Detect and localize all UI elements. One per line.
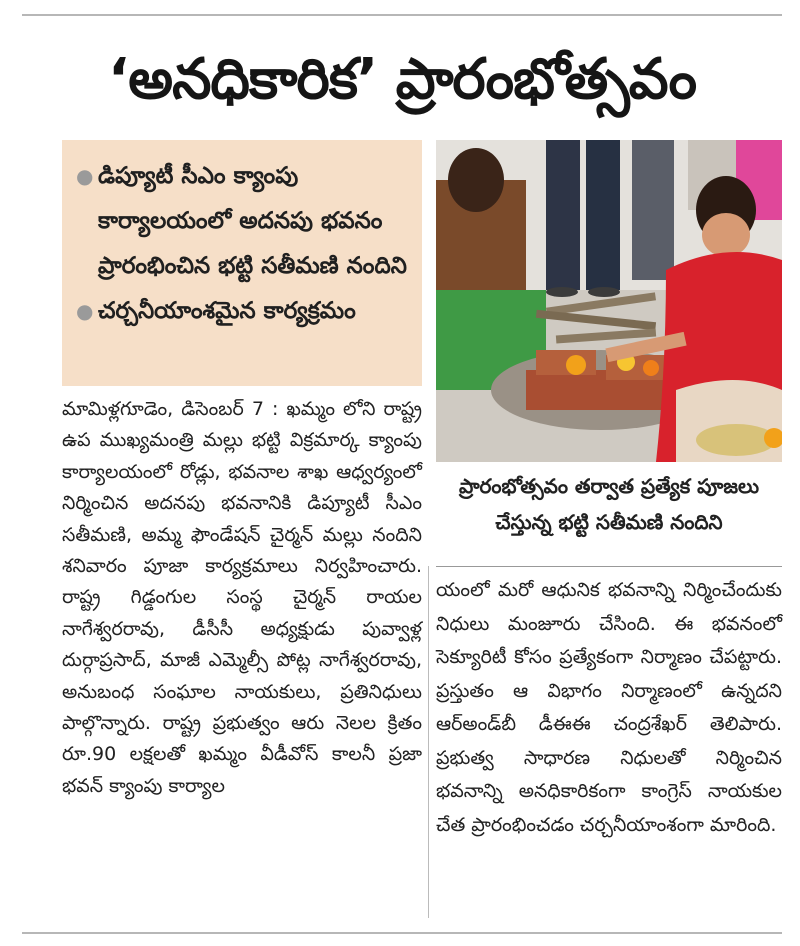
bottom-rule [22, 932, 782, 934]
news-clipping [22, 14, 782, 934]
highlight-item [76, 154, 412, 289]
news-photo [436, 140, 782, 462]
headline: ‘అనధికారిక’ ప్రారంభోత్సవం [108, 47, 696, 112]
caption-divider [436, 566, 782, 567]
bullet-icon: ● [76, 164, 94, 188]
column-divider [428, 566, 429, 918]
ceremony-photo-illustration [436, 140, 782, 462]
bullet-icon: ● [76, 299, 94, 323]
highlight-text: చర్చనీయాంశమైన కార్యక్రమం [98, 298, 356, 324]
highlights-box [62, 140, 422, 386]
article-body-left: మామిళ్లగూడెం, డిసెంబర్ 7 : ఖమ్మం లోని రాష్ట్ర ఉప ముఖ్యమంత్రి మల్లు భట్టి విక్రమార్క క్యాంపు కార్యాలయంలో రోడ్లు, భవనాల శాఖ ఆధ్వర్యంలో నిర్మించిన అదనపు భవనానికి డిప్యూటీ సీఎం సతీమణి, అమ్మ ఫౌండేషన్ చైర్మన్ మల్లు నందిని శనివారం పూజా కార్యక్రమాలు నిర్వహించారు. రాష్ట్ర గిడ్డంగుల సంస్థ చైర్మన్ రాయల నాగేశ్వరరావు, డీసీసీ అధ్యక్షుడు పువ్వాళ్ల దుర్గాప్రసాద్, మాజీ ఎమ్మెల్సీ పోట్ల నాగేశ్వరరావు, అనుబంధ సంఘాల నాయకులు, ప్రతినిధులు పాల్గొన్నారు. రాష్ట్ర ప్రభుత్వం ఆరు నెలల క్రితం రూ.90 లక్షలతో ఖమ్మం వీడీవోస్ కాలనీ ప్రజా భవన్ క్యాంపు కార్యాల [62, 398, 422, 797]
article-body-right: యంలో మరో ఆధునిక భవనాన్ని నిర్మించేందుకు నిధులు మంజూరు చేసింది. ఈ భవనంలో సెక్యూరిటీ కోసం ప్రత్యేకంగా నిర్మాణం చేపట్టారు. ప్రస్తుతం ఆ విభాగం నిర్మాణంలో ఉన్నదని ఆర్అండ్‌బీ డీఈఈ చంద్రశేఖర్ తెలిపారు. ప్రభుత్వ సాధారణ నిధులతో నిర్మించిన భవనాన్ని అనధికారికంగా కాంగ్రెస్ నాయకుల చేత ప్రారంభించడం చర్చనీయాంశంగా మారింది. [436, 579, 782, 836]
highlight-text: డిప్యూటీ సీఎం క్యాంపు కార్యాలయంలో అదనపు భవనం ప్రారంభించిన భట్టి సతీమణి నందిని [98, 163, 407, 279]
highlight-item [76, 289, 412, 334]
photo-caption: ప్రారంభోత్సవం తర్వాత ప్రత్యేక పూజలు చేస్తున్న భట్టి సతీమణి నందిని [458, 474, 760, 534]
